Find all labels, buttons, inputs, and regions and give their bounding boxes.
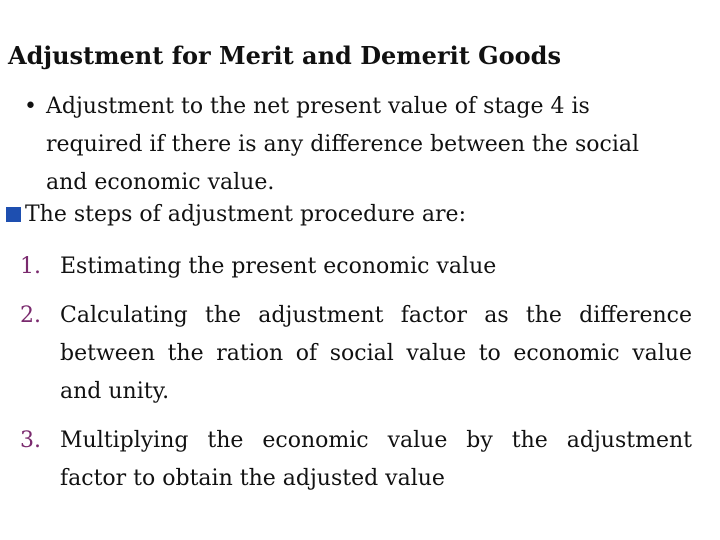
step-text: Multiplying the economic value by the adjustment factor to obtain the adjusted value (60, 428, 692, 491)
steps-list (20, 248, 692, 509)
list-item (20, 248, 692, 286)
bullet-marker: • (24, 94, 37, 119)
step-number: 1. (20, 254, 41, 279)
section-heading (6, 196, 696, 234)
slide-title: Adjustment for Merit and Demerit Goods (8, 41, 561, 70)
square-bullet-icon (6, 207, 21, 222)
step-number: 3. (20, 428, 41, 453)
section-heading-text: The steps of adjustment procedure are: (25, 202, 466, 227)
intro-bullet-text: Adjustment to the net present value of stage 4 is required if there is any difference between the social and economic value. (46, 94, 640, 195)
list-item (20, 422, 692, 498)
step-text: Estimating the present economic value (60, 254, 497, 279)
list-item (20, 297, 692, 411)
intro-bullet (24, 88, 684, 202)
step-text: Calculating the adjustment factor as the difference between the ration of social value to economic value and unity. (60, 303, 692, 404)
step-number: 2. (20, 303, 41, 328)
